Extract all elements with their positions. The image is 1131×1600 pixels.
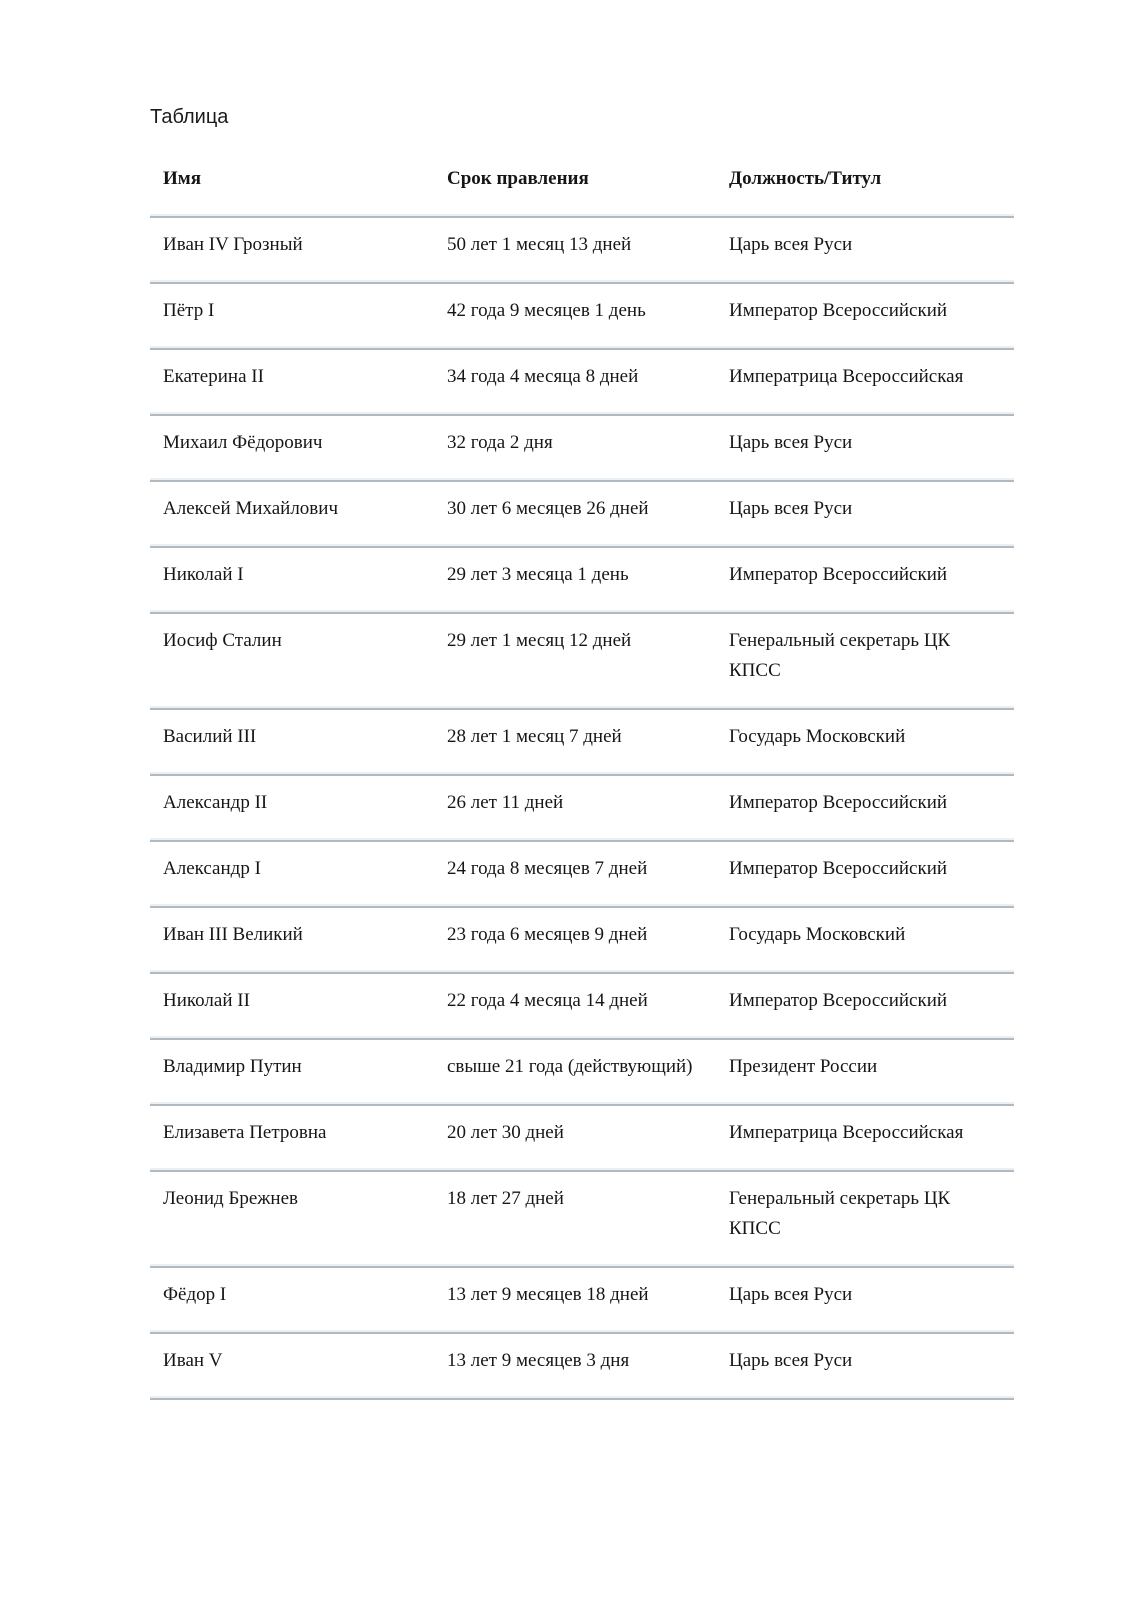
- cell-reign-duration: свыше 21 года (действующий): [434, 1039, 716, 1105]
- table-row: [150, 1267, 1014, 1333]
- cell-name: Пётр I: [150, 283, 434, 349]
- cell-reign-duration: 29 лет 3 месяца 1 день: [434, 547, 716, 613]
- cell-reign-duration: 42 года 9 месяцев 1 день: [434, 283, 716, 349]
- cell-name: Иосиф Сталин: [150, 613, 434, 709]
- table-row: [150, 1333, 1014, 1399]
- table-row: [150, 217, 1014, 283]
- cell-title: Император Всероссийский: [716, 973, 1014, 1039]
- cell-title: Царь всея Руси: [716, 481, 1014, 547]
- table-row: [150, 1105, 1014, 1171]
- cell-name: Иван IV Грозный: [150, 217, 434, 283]
- cell-reign-duration: 13 лет 9 месяцев 3 дня: [434, 1333, 716, 1399]
- table-row: [150, 547, 1014, 613]
- cell-title: Император Всероссийский: [716, 547, 1014, 613]
- cell-reign-duration: 22 года 4 месяца 14 дней: [434, 973, 716, 1039]
- cell-name: Михаил Фёдорович: [150, 415, 434, 481]
- cell-title: Царь всея Руси: [716, 217, 1014, 283]
- table-row: [150, 1171, 1014, 1267]
- cell-reign-duration: 13 лет 9 месяцев 18 дней: [434, 1267, 716, 1333]
- table-row: [150, 709, 1014, 775]
- rulers-table: [150, 150, 1014, 1400]
- cell-name: Екатерина II: [150, 349, 434, 415]
- cell-reign-duration: 30 лет 6 месяцев 26 дней: [434, 481, 716, 547]
- cell-title: Генеральный секретарь ЦК КПСС: [716, 613, 1014, 709]
- cell-name: Владимир Путин: [150, 1039, 434, 1105]
- table-row: [150, 481, 1014, 547]
- cell-name: Александр I: [150, 841, 434, 907]
- cell-title: Император Всероссийский: [716, 841, 1014, 907]
- column-header-reign-duration: Срок правления: [434, 150, 716, 217]
- cell-name: Елизавета Петровна: [150, 1105, 434, 1171]
- table-row: [150, 613, 1014, 709]
- cell-name: Николай I: [150, 547, 434, 613]
- cell-name: Василий III: [150, 709, 434, 775]
- cell-name: Александр II: [150, 775, 434, 841]
- cell-name: Иван V: [150, 1333, 434, 1399]
- page-title: Таблица: [150, 106, 229, 128]
- table-header-row: [150, 150, 1014, 217]
- cell-reign-duration: 32 года 2 дня: [434, 415, 716, 481]
- cell-name: Николай II: [150, 973, 434, 1039]
- cell-title: Президент России: [716, 1039, 1014, 1105]
- column-header-title: Должность/Титул: [716, 150, 1014, 217]
- cell-reign-duration: 29 лет 1 месяц 12 дней: [434, 613, 716, 709]
- cell-reign-duration: 34 года 4 месяца 8 дней: [434, 349, 716, 415]
- cell-reign-duration: 28 лет 1 месяц 7 дней: [434, 709, 716, 775]
- cell-reign-duration: 20 лет 30 дней: [434, 1105, 716, 1171]
- cell-title: Императрица Всероссийская: [716, 1105, 1014, 1171]
- cell-title: Император Всероссийский: [716, 283, 1014, 349]
- cell-title: Император Всероссийский: [716, 775, 1014, 841]
- cell-name: Алексей Михайлович: [150, 481, 434, 547]
- table-body: [150, 217, 1014, 1399]
- column-header-name: Имя: [150, 150, 434, 217]
- table-row: [150, 973, 1014, 1039]
- cell-name: Иван III Великий: [150, 907, 434, 973]
- table-row: [150, 283, 1014, 349]
- table-row: [150, 775, 1014, 841]
- cell-reign-duration: 23 года 6 месяцев 9 дней: [434, 907, 716, 973]
- cell-title: Царь всея Руси: [716, 415, 1014, 481]
- cell-name: Фёдор I: [150, 1267, 434, 1333]
- cell-reign-duration: 24 года 8 месяцев 7 дней: [434, 841, 716, 907]
- cell-title: Государь Московский: [716, 709, 1014, 775]
- table-row: [150, 841, 1014, 907]
- cell-reign-duration: 18 лет 27 дней: [434, 1171, 716, 1267]
- table-row: [150, 349, 1014, 415]
- table-row: [150, 907, 1014, 973]
- cell-title: Государь Московский: [716, 907, 1014, 973]
- table-row: [150, 1039, 1014, 1105]
- table-row: [150, 415, 1014, 481]
- cell-title: Царь всея Руси: [716, 1333, 1014, 1399]
- cell-title: Царь всея Руси: [716, 1267, 1014, 1333]
- cell-reign-duration: 26 лет 11 дней: [434, 775, 716, 841]
- cell-title: Императрица Всероссийская: [716, 349, 1014, 415]
- cell-name: Леонид Брежнев: [150, 1171, 434, 1267]
- document-page: [150, 0, 1016, 1400]
- cell-reign-duration: 50 лет 1 месяц 13 дней: [434, 217, 716, 283]
- cell-title: Генеральный секретарь ЦК КПСС: [716, 1171, 1014, 1267]
